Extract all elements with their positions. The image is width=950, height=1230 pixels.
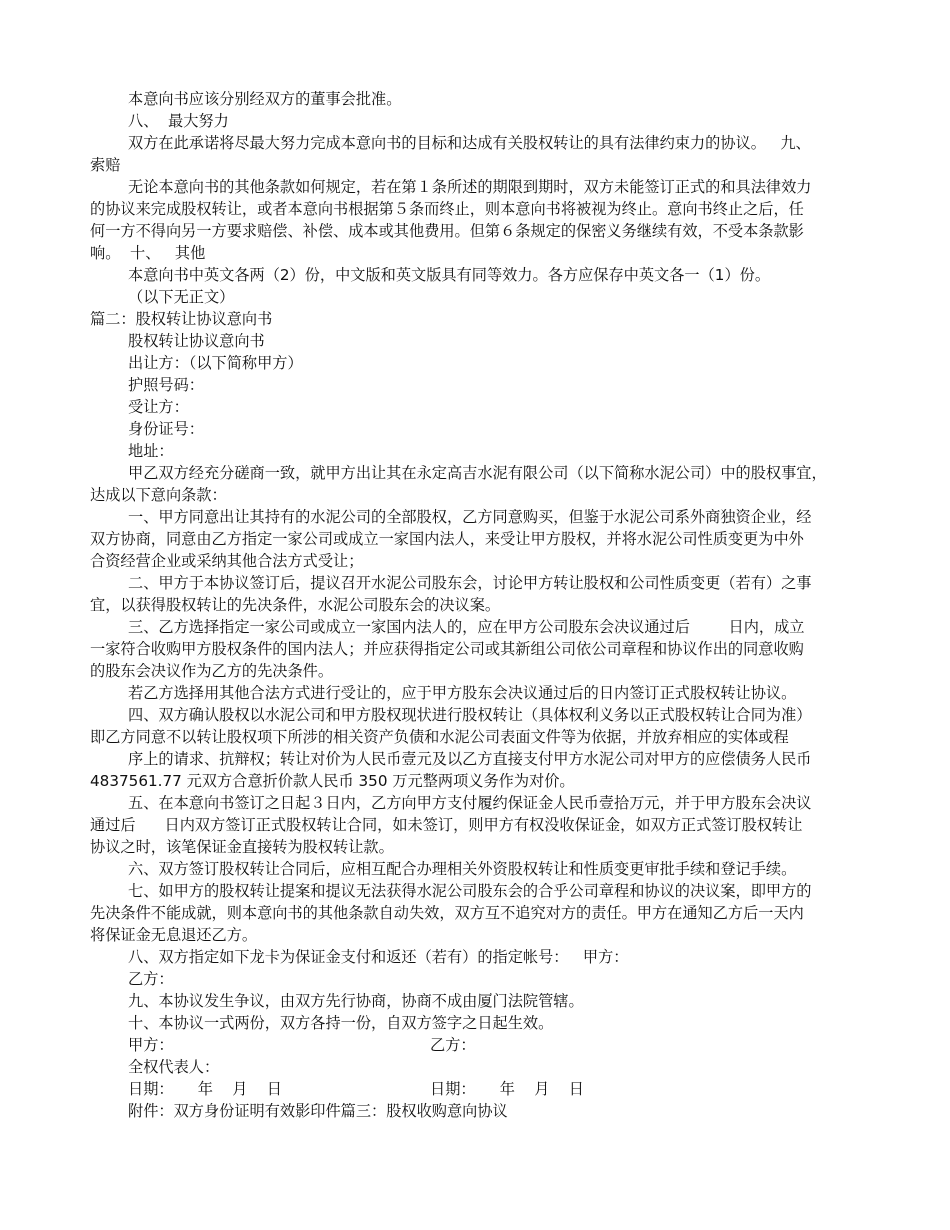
text-line: 一家符合收购甲方股权条件的国内法人；并应获得指定公司或其新组公司依公司章程和协议作出的同意收购 [90, 640, 804, 658]
text-line: 七、如甲方的股权转让提案和提议无法获得水泥公司股东会的合乎公司章程和协议的决议案，即甲方的 [128, 882, 812, 900]
signature-party-a: 甲方： [128, 1036, 174, 1054]
text-line: 达成以下意向条款： [90, 486, 227, 504]
text-line: 宜，以获得股权转让的先决条件，水泥公司股东会的决议案。 [90, 596, 501, 614]
text-line: 合资经营企业或采纳其他合法方式受让； [90, 552, 364, 570]
text-line: 通过后 日内双方签订正式股权转让合同，如未签订，则甲方有权没收保证金，如双方正式签订股权转让 [90, 816, 803, 834]
text-line: 四、双方确认股权以水泥公司和甲方股权现状进行股权转让（具体权利义务以正式股权转让合同为准） [128, 706, 812, 724]
text-line: 将保证金无息退还乙方。 [90, 926, 258, 944]
date-party-b: 日期： 年 月 日 [430, 1080, 584, 1098]
section-heading: 八、 最大努力 [128, 112, 229, 130]
field-address: 地址： [128, 442, 174, 460]
chapter-heading: 篇二：股权转让协议意向书 [90, 310, 273, 328]
signature-representative: 全权代表人： [128, 1058, 220, 1076]
text-line: 协议之时，该笔保证金直接转为股权转让款。 [90, 838, 394, 856]
text-line: 八、双方指定如下龙卡为保证金支付和返还（若有）的指定帐号： 甲方： [128, 948, 629, 966]
text-line: 双方协商，同意由乙方指定一家公司或成立一家国内法人，来受让甲方股权，并将水泥公司性质变更为中外 [90, 530, 804, 548]
text-line: 九、本协议发生争议，由双方先行协商，协商不成由厦门法院管辖。 [128, 992, 584, 1010]
text-line: 若乙方选择用其他合法方式进行受让的，应于甲方股东会决议通过后的日内签订正式股权转让协议。 [128, 684, 797, 702]
text-line: 二、甲方于本协议签订后，提议召开水泥公司股东会，讨论甲方转让股权和公司性质变更（若有）之事 [128, 574, 812, 592]
attachment-line: 附件：双方身份证明有效影印件篇三：股权收购意向协议 [128, 1102, 508, 1120]
text-line: 甲乙双方经充分磋商一致，就甲方出让其在永定高吉水泥有限公司（以下简称水泥公司）中的股权事宜， [128, 464, 827, 482]
text-line: 双方在此承诺将尽最大努力完成本意向书的目标和达成有关股权转让的具有法律约束力的协议。 九、 [128, 134, 811, 152]
text-line: 十、本协议一式两份，双方各持一份，自双方签字之日起生效。 [128, 1014, 554, 1032]
document-title: 股权转让协议意向书 [128, 332, 265, 350]
field-passport-number: 护照号码： [128, 376, 204, 394]
text-line: 六、双方签订股权转让合同后，应相互配合办理相关外资股权转让和性质变更审批手续和登记手续。 [128, 860, 797, 878]
text-line: 一、甲方同意出让其持有的水泥公司的全部股权，乙方同意购买，但鉴于水泥公司系外商独资企业，经 [128, 508, 812, 526]
field-transferee: 受让方： [128, 398, 189, 416]
text-line: 三、乙方选择指定一家公司或成立一家国内法人的，应在甲方公司股东会决议通过后 日内，成立 [128, 618, 805, 636]
text-line: 序上的请求、抗辩权；转让对价为人民币壹元及以乙方直接支付甲方水泥公司对甲方的应偿债务人民币 [128, 750, 812, 768]
text-line: 无论本意向书的其他条款如何规定，若在第１条所述的期限到期时，双方未能签订正式的和具法律效力 [128, 178, 812, 196]
text-line: 响。 十、 其他 [90, 244, 206, 262]
signature-party-b: 乙方： [430, 1036, 476, 1054]
field-party-b: 乙方： [128, 970, 174, 988]
text-line: 即乙方同意不以转让股权项下所涉的相关资产负债和水泥公司表面文件等为依据，并放弃相应的实体或程 [90, 728, 789, 746]
text-line: 先决条件不能成就，则本意向书的其他条款自动失效，双方互不追究对方的责任。甲方在通知乙方后一天内 [90, 904, 804, 922]
field-id-number: 身份证号： [128, 420, 204, 438]
text-line: 4837561.77 元双方合意折价款人民币 350 万元整两项义务作为对价。 [90, 772, 575, 790]
text-line: 五、在本意向书签订之日起３日内，乙方向甲方支付履约保证金人民币壹拾万元，并于甲方股东会决议 [128, 794, 812, 812]
text-line: 的协议来完成股权转让，或者本意向书根据第５条而终止，则本意向书将被视为终止。意向书终止之后，任 [90, 200, 804, 218]
text-line: 的股东会决议作为乙方的先决条件。 [90, 662, 333, 680]
text-line: （以下无正文） [128, 288, 235, 306]
section-heading: 索赔 [90, 156, 121, 174]
field-transferor: 出让方：（以下简称甲方） [128, 354, 303, 372]
date-party-a: 日期： 年 月 日 [128, 1080, 282, 1098]
text-line: 本意向书应该分别经双方的董事会批准。 [128, 90, 402, 108]
text-line: 何一方不得向另一方要求赔偿、补偿、成本或其他费用。但第６条规定的保密义务继续有效，不受本条款影 [90, 222, 804, 240]
text-line: 本意向书中英文各两（2）份，中文版和英文版具有同等效力。各方应保存中英文各一（1）份。 [128, 266, 771, 284]
